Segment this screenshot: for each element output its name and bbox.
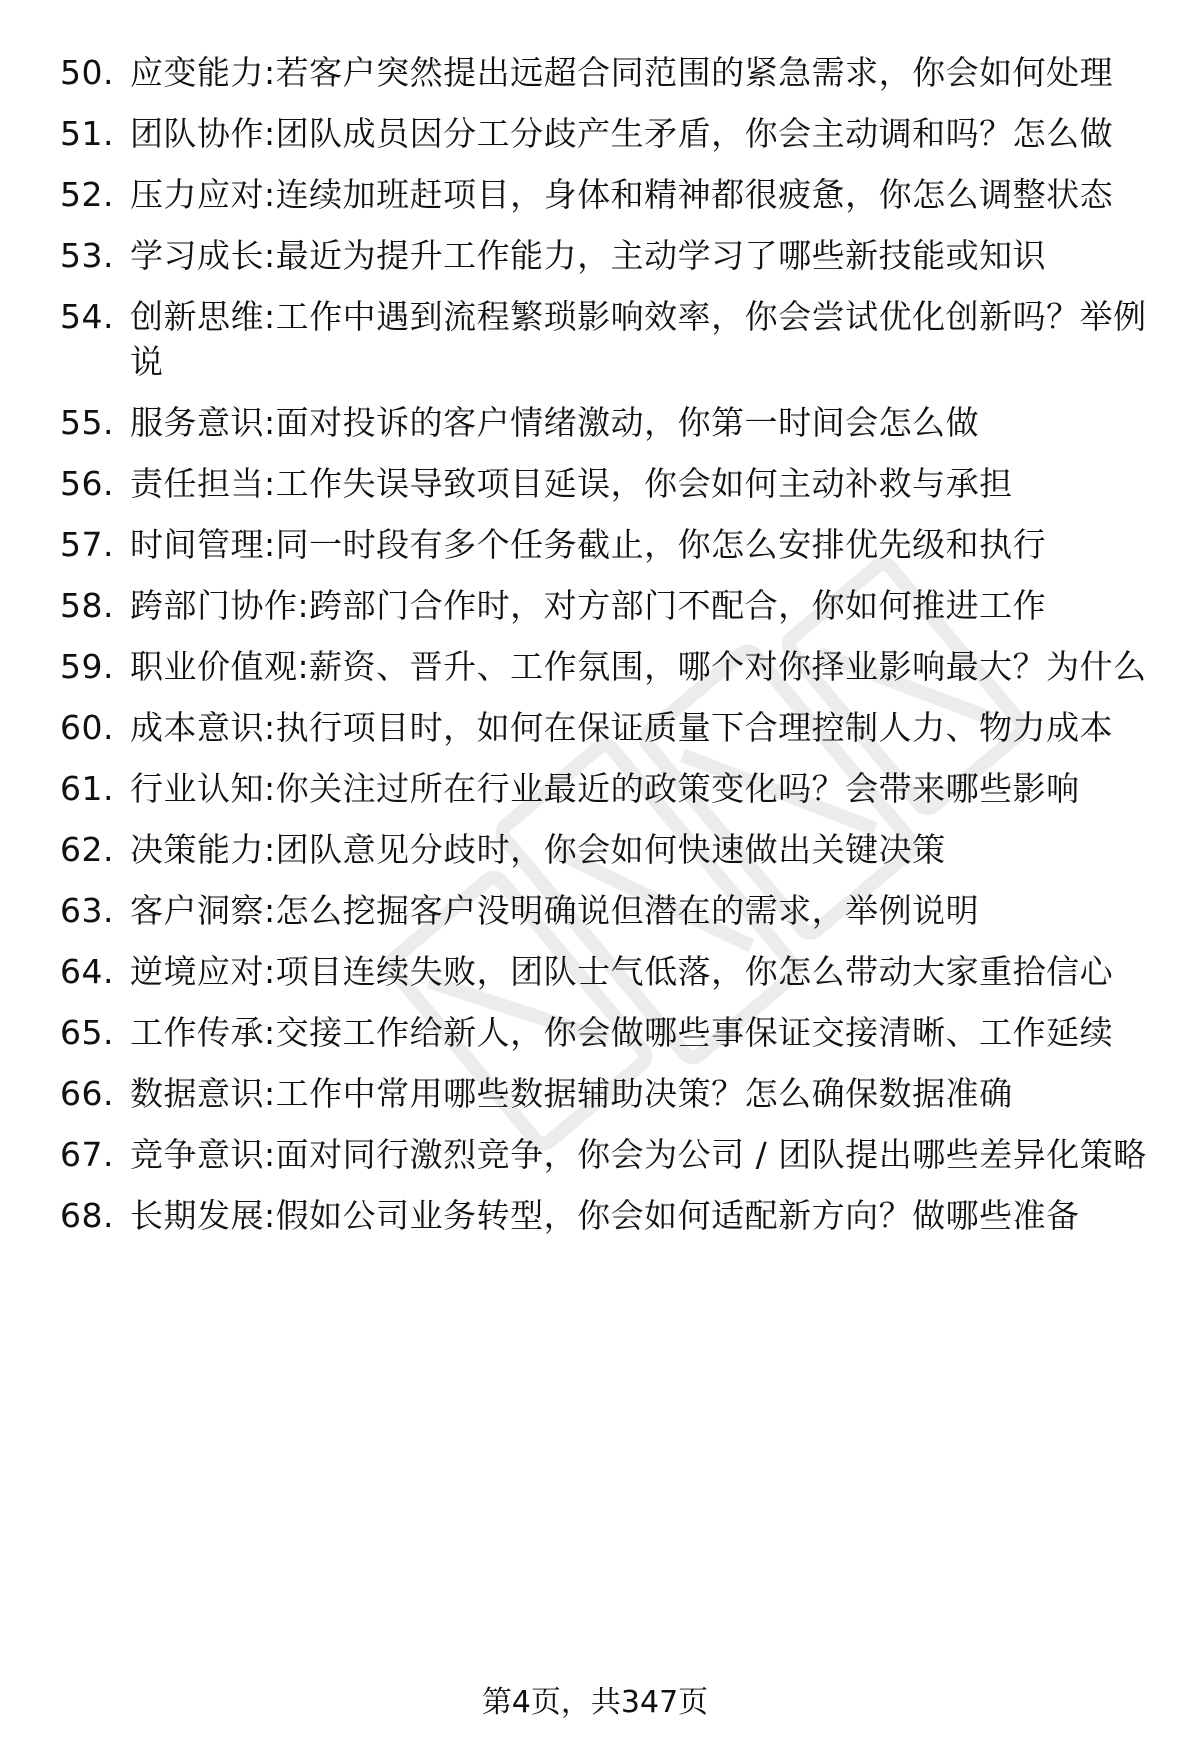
question-number: 56. <box>60 464 114 503</box>
category-separator: : <box>264 403 276 442</box>
question-number: 55. <box>60 403 114 442</box>
question-number: 57. <box>60 525 114 564</box>
question-text: 同一时段有多个任务截止，你怎么安排优先级和执行 <box>275 525 1047 564</box>
category-separator: : <box>264 891 276 930</box>
question-number: 61. <box>60 769 114 808</box>
question-number: 62. <box>60 830 114 869</box>
question-number: 53. <box>60 236 114 275</box>
question-number: 50. <box>60 53 114 92</box>
question-body <box>130 400 1165 445</box>
question-body <box>130 50 1165 95</box>
question-item <box>0 827 1190 872</box>
question-body <box>130 461 1165 506</box>
question-item <box>0 522 1190 567</box>
question-item <box>0 50 1190 95</box>
question-category: 成本意识 <box>130 708 264 747</box>
question-item <box>0 583 1190 628</box>
question-text: 跨部门合作时，对方部门不配合，你如何推进工作 <box>309 586 1047 625</box>
question-text: 工作中遇到流程繁琐影响效率，你会尝试优化创新吗？举例说 <box>130 297 1147 381</box>
category-separator: : <box>264 1074 276 1113</box>
question-body <box>130 1071 1165 1116</box>
question-number: 54. <box>60 297 114 336</box>
question-number: 60. <box>60 708 114 747</box>
question-text: 你关注过所在行业最近的政策变化吗？会带来哪些影响 <box>275 769 1080 808</box>
question-category: 压力应对 <box>130 175 264 214</box>
question-text: 项目连续失败，团队士气低落，你怎么带动大家重拾信心 <box>275 952 1114 991</box>
question-number: 58. <box>60 586 114 625</box>
question-number: 68. <box>60 1196 114 1235</box>
category-separator: : <box>264 175 276 214</box>
category-separator: : <box>264 114 276 153</box>
question-item <box>0 1071 1190 1116</box>
question-body <box>130 1193 1165 1238</box>
question-category: 长期发展 <box>130 1196 264 1235</box>
category-separator: : <box>297 586 310 625</box>
category-separator: : <box>264 1135 276 1174</box>
question-body <box>130 111 1165 156</box>
question-text: 薪资、晋升、工作氛围，哪个对你择业影响最大？为什么 <box>309 647 1147 686</box>
question-item <box>0 1132 1190 1177</box>
question-category: 服务意识 <box>130 403 264 442</box>
question-number: 63. <box>60 891 114 930</box>
page-footer: 第4页，共347页 <box>481 1685 709 1720</box>
question-body <box>130 766 1165 811</box>
question-body <box>130 583 1165 628</box>
category-separator: : <box>264 1013 276 1052</box>
question-body <box>130 294 1165 384</box>
question-item <box>0 294 1190 384</box>
question-category: 责任担当 <box>130 464 264 503</box>
question-number: 51. <box>60 114 114 153</box>
question-body <box>130 522 1165 567</box>
category-separator: : <box>264 464 276 503</box>
question-text: 团队意见分歧时，你会如何快速做出关键决策 <box>275 830 946 869</box>
question-number: 66. <box>60 1074 114 1113</box>
question-item <box>0 111 1190 156</box>
question-category: 应变能力 <box>130 53 264 92</box>
question-item <box>0 888 1190 933</box>
category-separator: : <box>264 830 276 869</box>
question-text: 交接工作给新人，你会做哪些事保证交接清晰、工作延续 <box>275 1013 1114 1052</box>
question-text: 怎么挖掘客户没明确说但潜在的需求，举例说明 <box>275 891 980 930</box>
question-category: 决策能力 <box>130 830 264 869</box>
category-separator: : <box>297 647 310 686</box>
question-number: 64. <box>60 952 114 991</box>
question-item <box>0 461 1190 506</box>
question-category: 客户洞察 <box>130 891 264 930</box>
question-item <box>0 766 1190 811</box>
question-body <box>130 233 1165 278</box>
question-text: 工作中常用哪些数据辅助决策？怎么确保数据准确 <box>275 1074 1013 1113</box>
question-category: 竞争意识 <box>130 1135 264 1174</box>
question-item <box>0 1193 1190 1238</box>
category-separator: : <box>264 525 276 564</box>
question-text: 团队成员因分工分歧产生矛盾，你会主动调和吗？怎么做 <box>275 114 1114 153</box>
question-text: 面对投诉的客户情绪激动，你第一时间会怎么做 <box>275 403 980 442</box>
category-separator: : <box>264 236 276 275</box>
question-item <box>0 400 1190 445</box>
question-item <box>0 949 1190 994</box>
category-separator: : <box>264 708 276 747</box>
question-category: 团队协作 <box>130 114 264 153</box>
category-separator: : <box>264 53 276 92</box>
question-body <box>130 172 1165 217</box>
question-text: 若客户突然提出远超合同范围的紧急需求，你会如何处理 <box>275 53 1114 92</box>
question-text: 连续加班赶项目，身体和精神都很疲惫，你怎么调整状态 <box>275 175 1114 214</box>
question-number: 65. <box>60 1013 114 1052</box>
question-number: 67. <box>60 1135 114 1174</box>
question-item <box>0 1010 1190 1055</box>
category-separator: : <box>264 297 276 336</box>
question-item <box>0 172 1190 217</box>
question-body <box>130 1010 1165 1055</box>
question-text: 最近为提升工作能力，主动学习了哪些新技能或知识 <box>275 236 1047 275</box>
category-separator: : <box>264 952 276 991</box>
question-text: 假如公司业务转型，你会如何适配新方向？做哪些准备 <box>275 1196 1080 1235</box>
question-category: 行业认知 <box>130 769 264 808</box>
question-category: 学习成长 <box>130 236 264 275</box>
question-number: 59. <box>60 647 114 686</box>
question-category: 跨部门协作 <box>130 586 298 625</box>
question-body <box>130 1132 1165 1177</box>
question-text: 面对同行激烈竞争，你会为公司 / 团队提出哪些差异化策略 <box>275 1135 1147 1174</box>
question-category: 逆境应对 <box>130 952 264 991</box>
question-body <box>130 644 1165 689</box>
question-category: 创新思维 <box>130 297 264 336</box>
question-list <box>0 50 1190 1254</box>
question-text: 执行项目时，如何在保证质量下合理控制人力、物力成本 <box>275 708 1114 747</box>
question-category: 时间管理 <box>130 525 264 564</box>
question-text: 工作失误导致项目延误，你会如何主动补救与承担 <box>275 464 1013 503</box>
question-item <box>0 644 1190 689</box>
question-body <box>130 888 1165 933</box>
question-number: 52. <box>60 175 114 214</box>
question-category: 工作传承 <box>130 1013 264 1052</box>
question-item <box>0 233 1190 278</box>
category-separator: : <box>264 769 276 808</box>
question-body <box>130 705 1165 750</box>
category-separator: : <box>264 1196 276 1235</box>
question-body <box>130 827 1165 872</box>
question-category: 职业价值观 <box>130 647 298 686</box>
question-category: 数据意识 <box>130 1074 264 1113</box>
question-body <box>130 949 1165 994</box>
question-item <box>0 705 1190 750</box>
